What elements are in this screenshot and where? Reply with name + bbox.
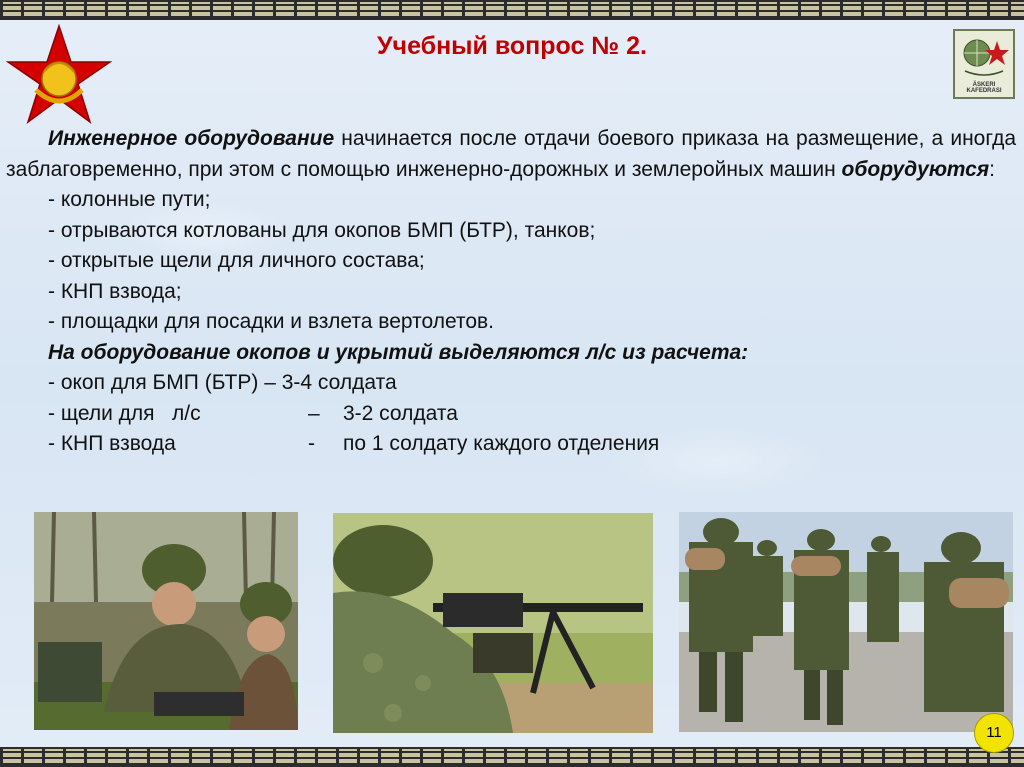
allocation-item: - окоп для БМП (БТР) [48,371,259,394]
intro-emphasis: оборудуются [841,157,990,181]
allocation-item: - КНП взвода [48,432,176,455]
intro-text-part2: : [989,157,995,181]
top-ornament-border [0,0,1024,20]
photo-machine-gunner [333,513,653,733]
list-item: - отрываются котлованы для окопов БМП (БТР), танков; [48,218,596,242]
list-item: - открытые щели для личного состава; [48,249,425,272]
allocation-value: 3-4 солдата [281,371,397,394]
photo-marching-soldiers [679,512,1013,732]
list-item: - площадки для посадки и взлета вертолетов. [48,310,494,333]
allocation-separator: – [308,401,320,425]
list-item: - колонные пути; [48,188,211,211]
list-item: - КНП взвода; [48,279,182,303]
allocation-row [6,368,1016,399]
photo-soldiers-radio [34,512,298,730]
allocation-separator: – [258,371,282,394]
bottom-ornament-border [0,747,1024,767]
slide-body [6,124,1016,460]
badge-caption: ÄSKERI KAFEDRASI [966,82,1002,94]
allocation-row [6,429,1016,460]
allocation-row [6,399,1016,430]
intro-text-part1: начинается после отдачи боевого приказа на размещение, а иногда заблаговременно, при этом с помощью инженерно-дорожных и землеройных машин [6,127,1017,181]
allocation-value: по 1 солдату каждого отделения [343,432,660,455]
allocation-heading: На оборудование окопов и укрытий выделяются л/с из расчета: [48,340,749,364]
intro-lead-term: Инженерное оборудование [48,127,335,150]
page-number-badge: 11 [974,713,1014,753]
allocation-value: 3-2 солдата [343,401,458,425]
intro-paragraph [6,124,1016,185]
allocation-item: - щели для л/с [48,401,201,425]
slide-title: Учебный вопрос № 2. [377,32,647,60]
allocation-separator: - [308,432,315,455]
